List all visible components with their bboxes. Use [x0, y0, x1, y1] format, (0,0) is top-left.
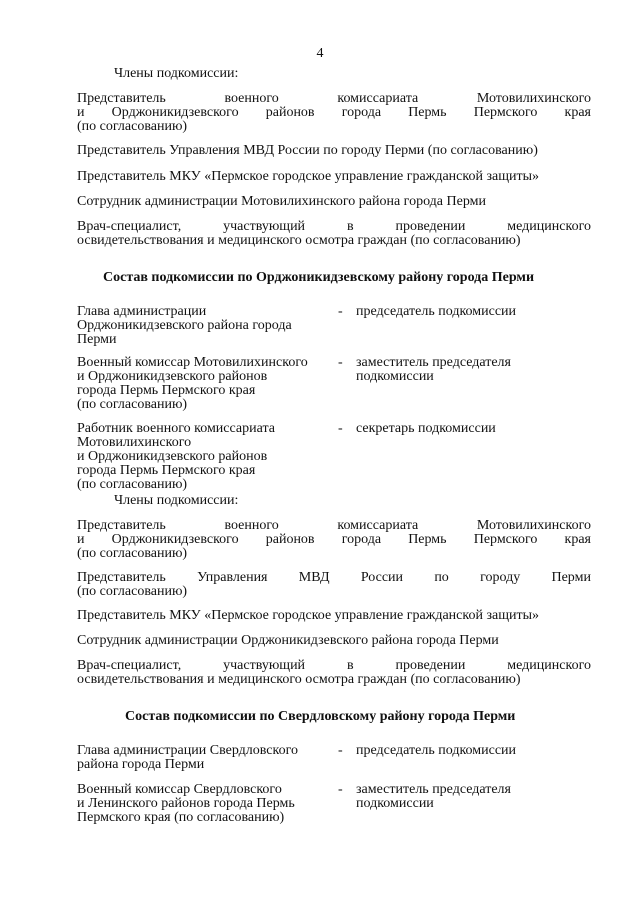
word: комиссариата: [337, 518, 419, 533]
word: и: [77, 105, 85, 120]
word: Врач-специалист,: [77, 658, 182, 673]
role-title: подкомиссии: [356, 796, 434, 811]
word: МВД: [298, 570, 330, 585]
word: города: [341, 532, 382, 547]
word: Представитель: [77, 518, 166, 533]
word: Перми: [551, 570, 591, 585]
word: края: [564, 532, 591, 547]
word: Пермь: [408, 532, 447, 547]
role-left-line: города Пермь Пермского края: [77, 383, 256, 398]
rep-mvd-line1: [77, 571, 591, 585]
rep-voenkomat-line2: [77, 106, 591, 120]
doctor-line2: освидетельствования и медицинского осмотра граждан (по согласованию): [77, 672, 521, 687]
role-dash: -: [338, 355, 343, 370]
rep-mku: Представитель МКУ «Пермское городское управление гражданской защиты»: [77, 608, 539, 623]
word: участвующий: [223, 219, 306, 234]
word: по: [434, 570, 449, 585]
role-left-line: города Пермь Пермского края: [77, 463, 256, 478]
role-dash: -: [338, 421, 343, 436]
word: Пермь: [408, 105, 447, 120]
rep-voenkomat-line2: [77, 533, 591, 547]
word: районов: [265, 532, 315, 547]
word: городу: [480, 570, 521, 585]
word: Пермского: [473, 105, 538, 120]
word: Представитель: [77, 91, 166, 106]
rep-voenkomat-line1: [77, 519, 591, 533]
members-label: Члены подкомиссии:: [114, 493, 239, 508]
word: комиссариата: [337, 91, 419, 106]
section-heading: Состав подкомиссии по Орджоникидзевскому району города Перми: [103, 270, 535, 285]
role-left-line: Пермского края (по согласованию): [77, 810, 285, 825]
word: военного: [224, 91, 279, 106]
word: проведении: [395, 658, 466, 673]
role-title: председатель подкомиссии: [356, 304, 517, 319]
word: Врач-специалист,: [77, 219, 182, 234]
word: города: [341, 105, 382, 120]
members-label: Члены подкомиссии:: [114, 66, 239, 81]
word: Мотовилихинского: [476, 91, 591, 106]
word: проведении: [395, 219, 466, 234]
role-left-line: и Орджоникидзевского районов: [77, 369, 268, 384]
role-dash: -: [338, 782, 343, 797]
word: медицинского: [507, 219, 591, 234]
role-left-line: и Ленинского районов города Пермь: [77, 796, 295, 811]
rep-mvd-line2: (по согласованию): [77, 584, 188, 599]
role-left-line: Военный комиссар Мотовилихинского: [77, 355, 308, 370]
word: военного: [224, 518, 279, 533]
role-left-line: Орджоникидзевского района города: [77, 318, 292, 333]
word: России: [360, 570, 404, 585]
word: в: [346, 658, 354, 673]
word: Управления: [197, 570, 268, 585]
role-left-line: Мотовилихинского: [77, 435, 192, 450]
word: и: [77, 532, 85, 547]
role-title: заместитель председателя: [356, 782, 511, 797]
doctor-line1: [77, 220, 591, 234]
role-title: подкомиссии: [356, 369, 434, 384]
employee-line: Сотрудник администрации Орджоникидзевского района города Перми: [77, 633, 499, 648]
word: края: [564, 105, 591, 120]
word: Пермского: [473, 532, 538, 547]
role-left-line: Военный комиссар Свердловского: [77, 782, 282, 797]
role-dash: -: [338, 743, 343, 758]
rep-mku: Представитель МКУ «Пермское городское управление гражданской защиты»: [77, 169, 539, 184]
role-left-line: Перми: [77, 332, 117, 347]
word: районов: [265, 105, 315, 120]
word: в: [346, 219, 354, 234]
role-left-line: Работник военного комиссариата: [77, 421, 275, 436]
role-title: заместитель председателя: [356, 355, 511, 370]
rep-voenkomat-line3: (по согласованию): [77, 546, 188, 561]
rep-mvd: Представитель Управления МВД России по городу Перми (по согласованию): [77, 143, 538, 158]
word: Орджоникидзевского: [111, 105, 239, 120]
role-left-line: Глава администрации Свердловского: [77, 743, 298, 758]
word: медицинского: [507, 658, 591, 673]
role-title: председатель подкомиссии: [356, 743, 517, 758]
doctor-line2: освидетельствования и медицинского осмотра граждан (по согласованию): [77, 233, 521, 248]
role-left-line: (по согласованию): [77, 397, 188, 412]
role-left-line: (по согласованию): [77, 477, 188, 492]
section-heading: Состав подкомиссии по Свердловскому району города Перми: [125, 709, 516, 724]
word: Мотовилихинского: [476, 518, 591, 533]
page-number: 4: [316, 46, 324, 61]
role-dash: -: [338, 304, 343, 319]
doctor-line1: [77, 659, 591, 673]
role-title: секретарь подкомиссии: [356, 421, 496, 436]
word: Орджоникидзевского: [111, 532, 239, 547]
role-left-line: Глава администрации: [77, 304, 207, 319]
word: Представитель: [77, 570, 166, 585]
rep-voenkomat-line3: (по согласованию): [77, 119, 188, 134]
word: участвующий: [223, 658, 306, 673]
role-left-line: района города Перми: [77, 757, 205, 772]
role-left-line: и Орджоникидзевского районов: [77, 449, 268, 464]
rep-voenkomat-line1: [77, 92, 591, 106]
employee-line: Сотрудник администрации Мотовилихинского района города Перми: [77, 194, 486, 209]
